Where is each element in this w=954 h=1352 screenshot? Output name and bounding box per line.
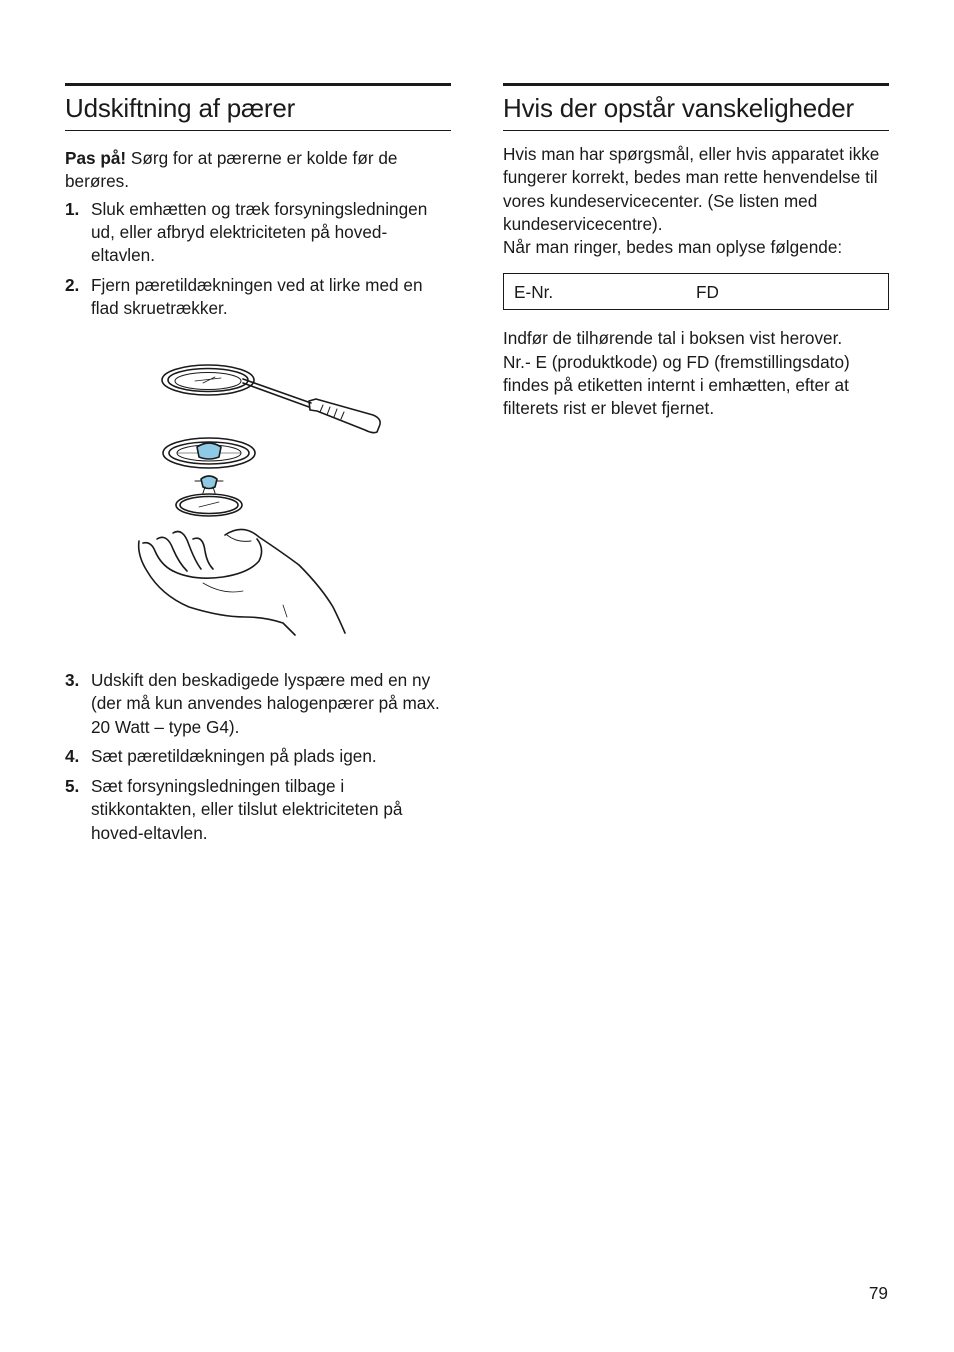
e-nr-label: E-Nr. <box>514 282 554 303</box>
step-text: Udskift den beskadigede lyspære med en ny (der må kun anvendes halogenpærer på max. 20 Watt – type G4). <box>91 670 440 737</box>
product-code-box <box>503 273 889 310</box>
intro-paragraph-2: Når man ringer, bedes man oplyse følgende: <box>503 237 843 258</box>
screwdriver-icon <box>243 379 380 433</box>
step-number: 5. <box>65 776 80 797</box>
section-title-troubleshooting: Hvis der opstår vanskeligheder <box>503 83 889 131</box>
steps-list-bottom-wrapper <box>65 665 451 852</box>
step-text: Sluk emhætten og træk forsyningsledningen ud, eller afbryd elektriciteten på hoved-eltavlen. <box>91 198 428 266</box>
list-item <box>65 198 451 268</box>
warning-text: Sørg for at pærerne er kolde før de berøres. <box>65 148 398 192</box>
list-item <box>65 274 451 321</box>
steps-list-bottom <box>65 669 451 845</box>
step-number: 4. <box>65 746 80 767</box>
lamp-cover-icon <box>162 365 254 395</box>
step-number: 3. <box>65 670 80 690</box>
list-item <box>65 745 451 768</box>
warning-paragraph <box>65 147 451 194</box>
step-text: Sæt pæretildækningen på plads igen. <box>91 746 377 767</box>
lens-cover-icon <box>176 494 242 516</box>
left-column <box>65 83 451 327</box>
instructions-paragraph: Indfør de tilhørende tal i boksen vist herover. <box>503 328 843 349</box>
steps-list-top <box>65 198 451 321</box>
list-item <box>65 775 451 845</box>
intro-paragraph: Hvis man har spørgsmål, eller hvis apparatet ikke fungerer korrekt, bedes man rette henvendelse til vores kundeservicecenter. (Se listen med kundeservicecentre). <box>503 144 880 234</box>
page-number: 79 <box>868 1283 888 1303</box>
fd-label: FD <box>696 282 719 303</box>
right-column <box>503 83 889 421</box>
section-title-bulb-replacement: Udskiftning af pærer <box>65 83 451 131</box>
bulb-replacement-illustration <box>133 355 388 637</box>
label-location-paragraph: Nr.- E (produktkode) og FD (fremstillingsdato) findes på etiketten internt i emhætten, efter at filterets rist er blevet fjernet. <box>503 351 850 419</box>
step-text: Fjern pæretildækningen ved at lirke med en flad skruetrækker. <box>91 274 423 319</box>
step-text: Sæt forsyningsledningen tilbage i stikkontakten, eller tilslut elektriciteten på hoved-eltavlen. <box>91 776 403 843</box>
step-number: 2. <box>65 274 80 295</box>
list-item <box>65 669 451 739</box>
step-number: 1. <box>65 198 80 219</box>
warning-label: Pas på! <box>65 148 127 168</box>
hand-icon <box>139 529 345 635</box>
